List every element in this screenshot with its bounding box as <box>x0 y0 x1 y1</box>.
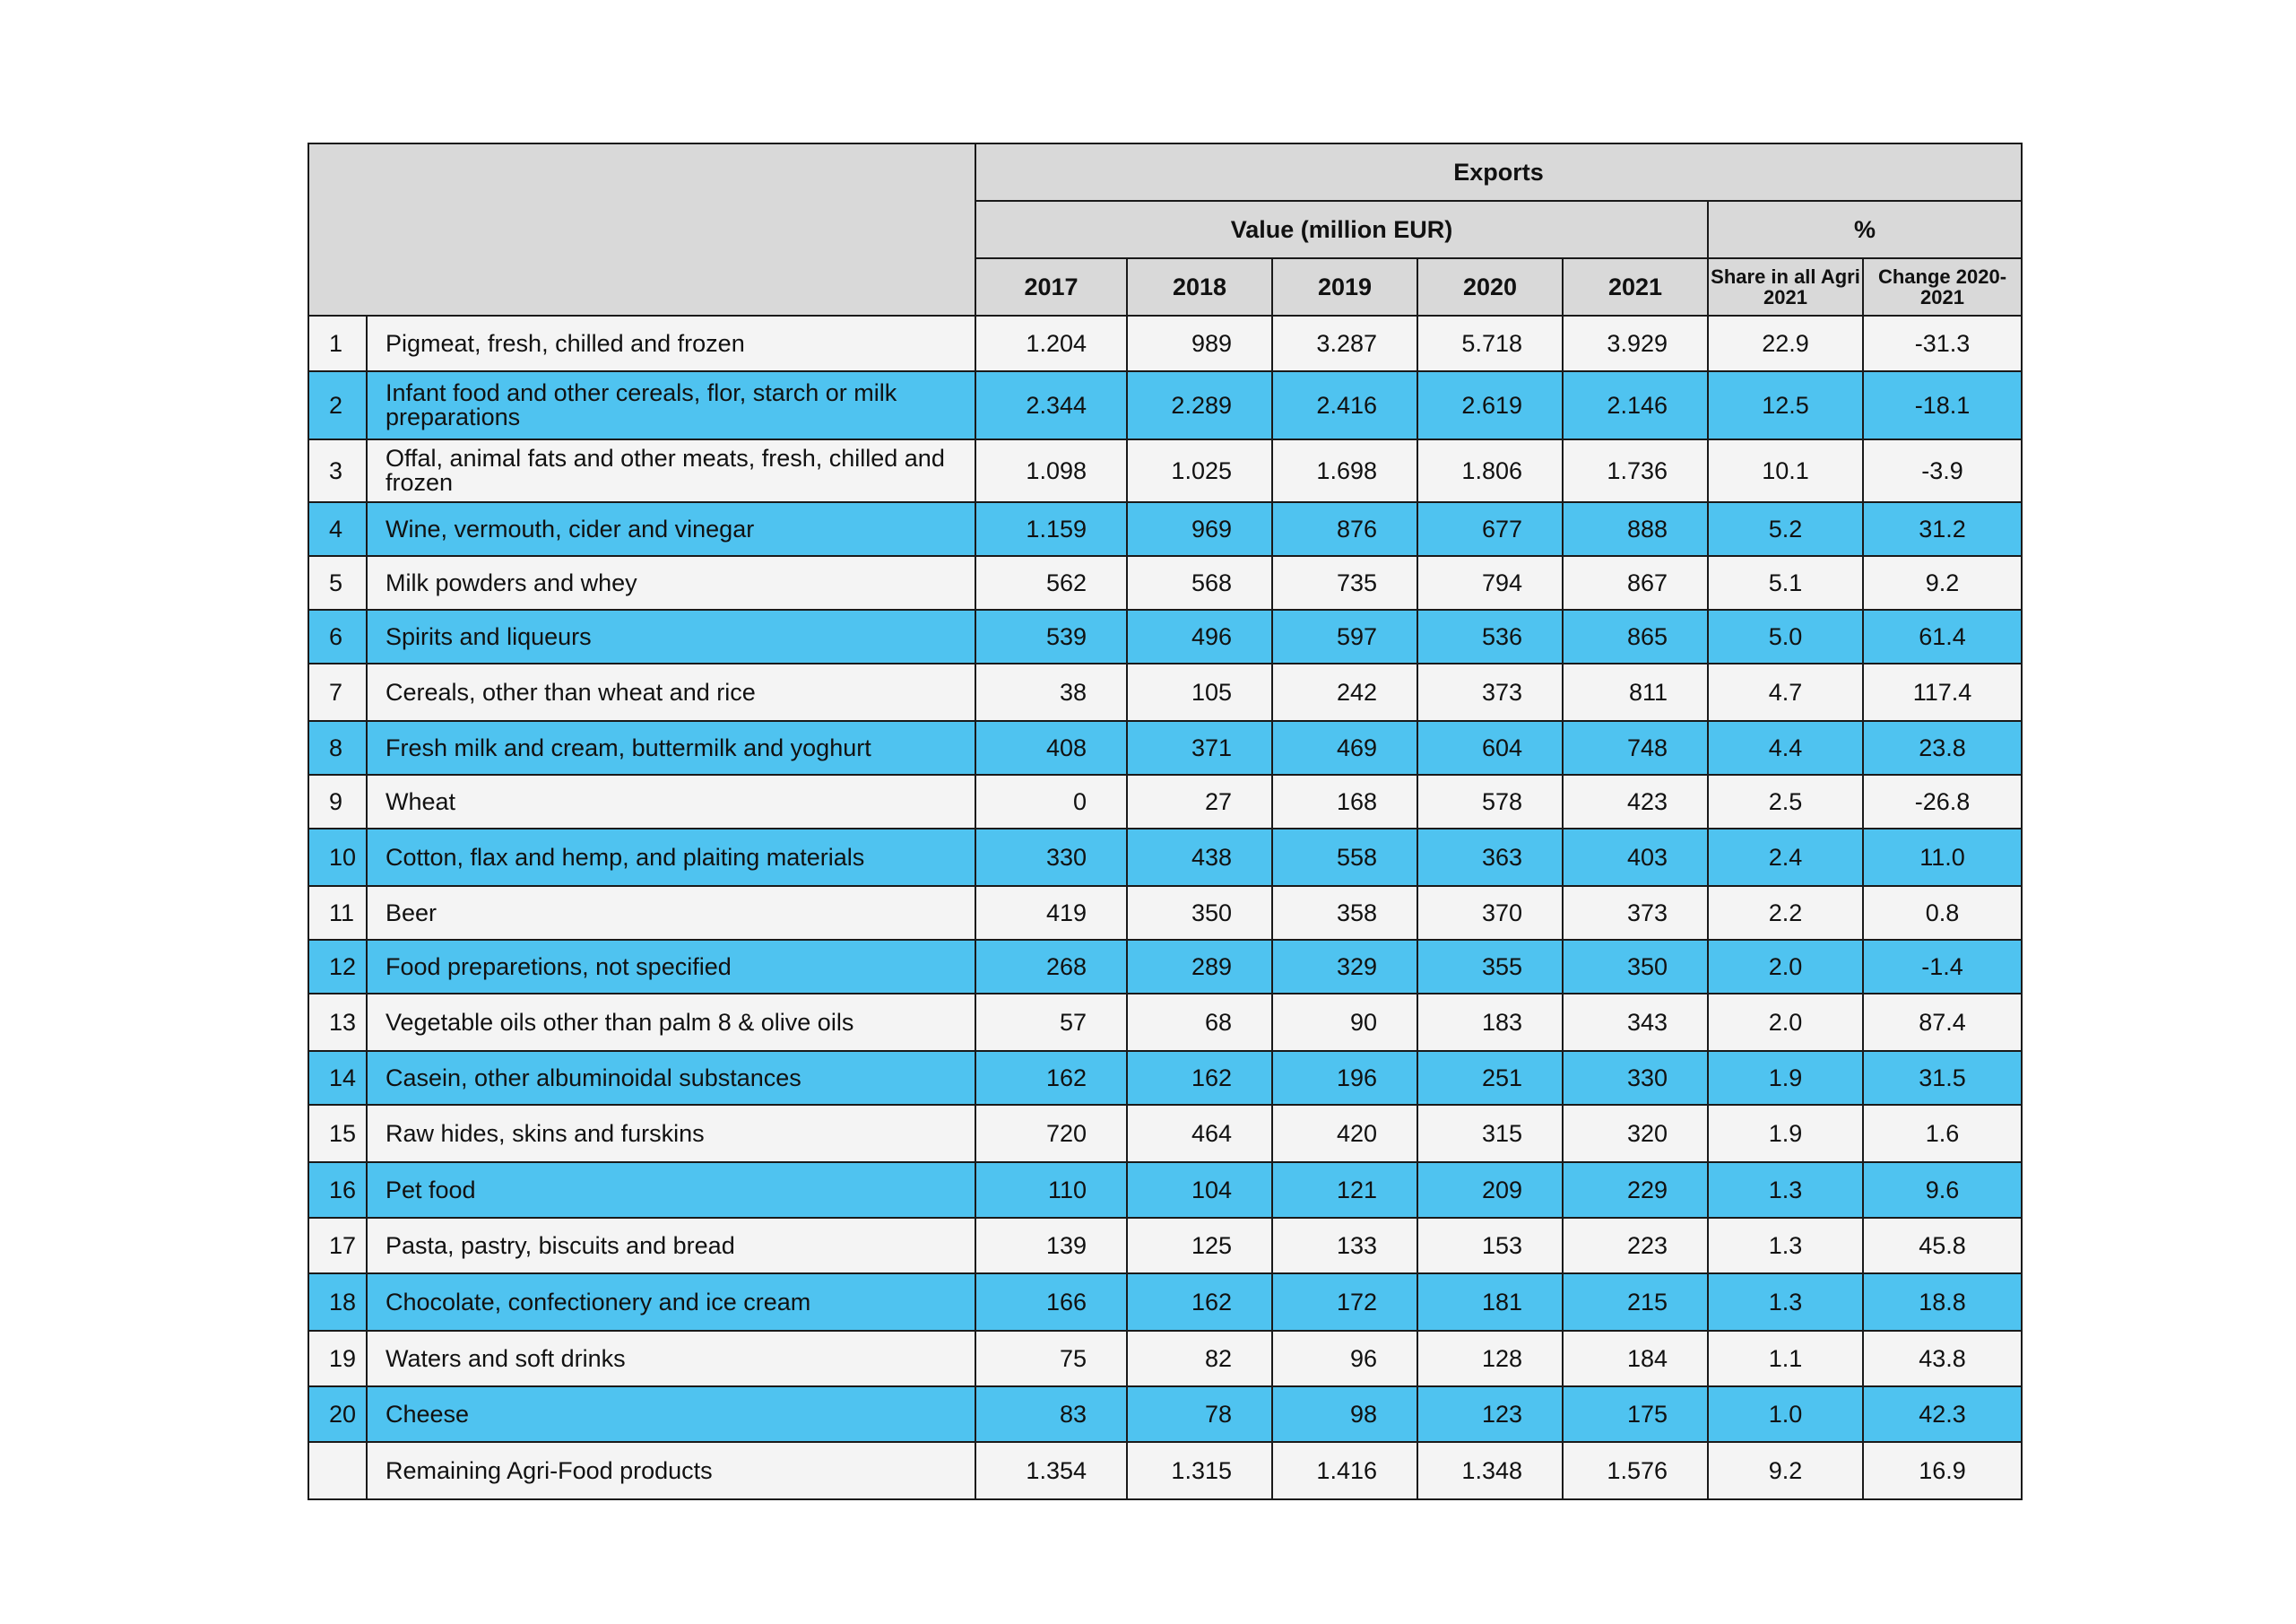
value-2017: 110 <box>975 1162 1127 1218</box>
value-2018: 1.315 <box>1127 1442 1272 1499</box>
table-row <box>308 829 2022 886</box>
value-2019: 558 <box>1272 829 1417 886</box>
change-value: -31.3 <box>1863 316 2022 371</box>
value-2019: 90 <box>1272 994 1417 1051</box>
share-value: 1.9 <box>1708 1051 1863 1105</box>
value-2020: 315 <box>1417 1105 1563 1162</box>
share-value: 9.2 <box>1708 1442 1863 1499</box>
value-2019: 597 <box>1272 610 1417 664</box>
share-value: 1.3 <box>1708 1273 1863 1331</box>
value-2019: 196 <box>1272 1051 1417 1105</box>
row-rank: 17 <box>308 1218 367 1273</box>
value-2021: 3.929 <box>1563 316 1708 371</box>
change-value: 45.8 <box>1863 1218 2022 1273</box>
value-2021: 748 <box>1563 721 1708 775</box>
row-product: Casein, other albuminoidal substances <box>367 1051 975 1105</box>
row-rank: 9 <box>308 775 367 829</box>
row-rank: 10 <box>308 829 367 886</box>
value-2017: 419 <box>975 886 1127 940</box>
percent-header: % <box>1708 201 2022 258</box>
year-header-2021: 2021 <box>1563 258 1708 316</box>
change-header: Change 2020-2021 <box>1863 258 2022 316</box>
change-value: -26.8 <box>1863 775 2022 829</box>
value-2020: 128 <box>1417 1331 1563 1386</box>
share-value: 5.1 <box>1708 556 1863 610</box>
value-2017: 1.354 <box>975 1442 1127 1499</box>
row-product: Pasta, pastry, biscuits and bread <box>367 1218 975 1273</box>
value-2019: 3.287 <box>1272 316 1417 371</box>
value-2020: 1.348 <box>1417 1442 1563 1499</box>
value-2020: 363 <box>1417 829 1563 886</box>
table-row <box>308 371 2022 439</box>
value-2021: 373 <box>1563 886 1708 940</box>
value-2018: 496 <box>1127 610 1272 664</box>
row-rank: 4 <box>308 502 367 556</box>
row-rank <box>308 1442 367 1499</box>
share-value: 22.9 <box>1708 316 1863 371</box>
value-2019: 1.698 <box>1272 439 1417 502</box>
change-value: 31.2 <box>1863 502 2022 556</box>
value-2018: 82 <box>1127 1331 1272 1386</box>
table-row <box>308 556 2022 610</box>
change-value: 61.4 <box>1863 610 2022 664</box>
change-value: 9.6 <box>1863 1162 2022 1218</box>
value-2019: 133 <box>1272 1218 1417 1273</box>
table-row <box>308 664 2022 721</box>
share-value: 10.1 <box>1708 439 1863 502</box>
value-2017: 268 <box>975 940 1127 994</box>
share-value: 2.0 <box>1708 994 1863 1051</box>
value-2018: 2.289 <box>1127 371 1272 439</box>
share-value: 1.1 <box>1708 1331 1863 1386</box>
row-product: Fresh milk and cream, buttermilk and yoghurt <box>367 721 975 775</box>
value-2021: 811 <box>1563 664 1708 721</box>
value-2018: 78 <box>1127 1386 1272 1442</box>
value-2020: 1.806 <box>1417 439 1563 502</box>
value-2019: 242 <box>1272 664 1417 721</box>
value-2018: 125 <box>1127 1218 1272 1273</box>
row-product: Beer <box>367 886 975 940</box>
header-blank-cell <box>308 143 975 316</box>
value-2018: 371 <box>1127 721 1272 775</box>
share-header: Share in all Agri 2021 <box>1708 258 1863 316</box>
value-2021: 2.146 <box>1563 371 1708 439</box>
value-2018: 104 <box>1127 1162 1272 1218</box>
value-2018: 464 <box>1127 1105 1272 1162</box>
row-rank: 1 <box>308 316 367 371</box>
row-product: Chocolate, confectionery and ice cream <box>367 1273 975 1331</box>
table-row <box>308 1218 2022 1273</box>
value-2020: 123 <box>1417 1386 1563 1442</box>
value-2020: 373 <box>1417 664 1563 721</box>
value-2020: 5.718 <box>1417 316 1563 371</box>
value-2019: 329 <box>1272 940 1417 994</box>
value-2017: 166 <box>975 1273 1127 1331</box>
share-value: 2.2 <box>1708 886 1863 940</box>
value-2021: 175 <box>1563 1386 1708 1442</box>
table-row <box>308 940 2022 994</box>
change-value: 23.8 <box>1863 721 2022 775</box>
row-rank: 3 <box>308 439 367 502</box>
table-body <box>308 316 2022 1499</box>
row-product: Raw hides, skins and furskins <box>367 1105 975 1162</box>
value-2017: 720 <box>975 1105 1127 1162</box>
value-2021: 403 <box>1563 829 1708 886</box>
row-rank: 12 <box>308 940 367 994</box>
value-2018: 989 <box>1127 316 1272 371</box>
value-2018: 350 <box>1127 886 1272 940</box>
row-product: Spirits and liqueurs <box>367 610 975 664</box>
value-2017: 57 <box>975 994 1127 1051</box>
row-rank: 6 <box>308 610 367 664</box>
table-row <box>308 1273 2022 1331</box>
share-value: 1.9 <box>1708 1105 1863 1162</box>
change-value: 18.8 <box>1863 1273 2022 1331</box>
table-row <box>308 721 2022 775</box>
value-2020: 578 <box>1417 775 1563 829</box>
share-value: 1.3 <box>1708 1162 1863 1218</box>
row-product: Waters and soft drinks <box>367 1331 975 1386</box>
value-2020: 355 <box>1417 940 1563 994</box>
table-row <box>308 994 2022 1051</box>
value-2021: 330 <box>1563 1051 1708 1105</box>
row-product: Milk powders and whey <box>367 556 975 610</box>
table-row <box>308 316 2022 371</box>
value-2019: 876 <box>1272 502 1417 556</box>
value-2018: 162 <box>1127 1051 1272 1105</box>
value-2019: 1.416 <box>1272 1442 1417 1499</box>
row-product: Pet food <box>367 1162 975 1218</box>
row-product: Pigmeat, fresh, chilled and frozen <box>367 316 975 371</box>
row-rank: 13 <box>308 994 367 1051</box>
year-header-2018: 2018 <box>1127 258 1272 316</box>
exports-header: Exports <box>975 143 2022 201</box>
value-2017: 562 <box>975 556 1127 610</box>
value-2018: 438 <box>1127 829 1272 886</box>
change-value: 1.6 <box>1863 1105 2022 1162</box>
value-2021: 343 <box>1563 994 1708 1051</box>
value-2020: 183 <box>1417 994 1563 1051</box>
value-2020: 794 <box>1417 556 1563 610</box>
value-2021: 229 <box>1563 1162 1708 1218</box>
value-2021: 215 <box>1563 1273 1708 1331</box>
table-row <box>308 1051 2022 1105</box>
change-value: 87.4 <box>1863 994 2022 1051</box>
row-product: Remaining Agri-Food products <box>367 1442 975 1499</box>
row-rank: 19 <box>308 1331 367 1386</box>
value-2018: 289 <box>1127 940 1272 994</box>
change-value: 0.8 <box>1863 886 2022 940</box>
year-header-2017: 2017 <box>975 258 1127 316</box>
table-row <box>308 1442 2022 1499</box>
row-rank: 20 <box>308 1386 367 1442</box>
value-2018: 105 <box>1127 664 1272 721</box>
value-2021: 888 <box>1563 502 1708 556</box>
value-2018: 568 <box>1127 556 1272 610</box>
value-2017: 539 <box>975 610 1127 664</box>
value-2017: 38 <box>975 664 1127 721</box>
value-2017: 2.344 <box>975 371 1127 439</box>
value-2018: 27 <box>1127 775 1272 829</box>
value-2019: 96 <box>1272 1331 1417 1386</box>
value-2017: 0 <box>975 775 1127 829</box>
share-value: 2.4 <box>1708 829 1863 886</box>
value-2019: 168 <box>1272 775 1417 829</box>
row-rank: 8 <box>308 721 367 775</box>
value-2020: 370 <box>1417 886 1563 940</box>
share-value: 2.5 <box>1708 775 1863 829</box>
row-product: Cotton, flax and hemp, and plaiting materials <box>367 829 975 886</box>
row-product: Vegetable oils other than palm 8 & olive oils <box>367 994 975 1051</box>
share-value: 12.5 <box>1708 371 1863 439</box>
value-2019: 358 <box>1272 886 1417 940</box>
value-2021: 223 <box>1563 1218 1708 1273</box>
share-value: 2.0 <box>1708 940 1863 994</box>
table-row <box>308 1162 2022 1218</box>
value-2021: 1.576 <box>1563 1442 1708 1499</box>
share-value: 5.2 <box>1708 502 1863 556</box>
row-product: Cereals, other than wheat and rice <box>367 664 975 721</box>
row-rank: 5 <box>308 556 367 610</box>
value-2020: 251 <box>1417 1051 1563 1105</box>
value-2017: 1.159 <box>975 502 1127 556</box>
value-2021: 423 <box>1563 775 1708 829</box>
share-value: 1.3 <box>1708 1218 1863 1273</box>
year-header-2020: 2020 <box>1417 258 1563 316</box>
value-2017: 408 <box>975 721 1127 775</box>
row-rank: 18 <box>308 1273 367 1331</box>
row-product: Offal, animal fats and other meats, fresh, chilled and frozen <box>367 439 975 502</box>
value-2017: 139 <box>975 1218 1127 1273</box>
table-row <box>308 886 2022 940</box>
table-row <box>308 610 2022 664</box>
table-row <box>308 439 2022 502</box>
change-value: -3.9 <box>1863 439 2022 502</box>
change-value: 16.9 <box>1863 1442 2022 1499</box>
table-row <box>308 1386 2022 1442</box>
table-row <box>308 1331 2022 1386</box>
row-rank: 16 <box>308 1162 367 1218</box>
value-2017: 1.098 <box>975 439 1127 502</box>
value-2019: 2.416 <box>1272 371 1417 439</box>
table-row <box>308 1105 2022 1162</box>
row-rank: 2 <box>308 371 367 439</box>
value-2021: 350 <box>1563 940 1708 994</box>
value-2018: 1.025 <box>1127 439 1272 502</box>
year-header-2019: 2019 <box>1272 258 1417 316</box>
share-value: 4.4 <box>1708 721 1863 775</box>
value-2021: 320 <box>1563 1105 1708 1162</box>
value-2019: 172 <box>1272 1273 1417 1331</box>
change-value: 9.2 <box>1863 556 2022 610</box>
value-2021: 1.736 <box>1563 439 1708 502</box>
value-2017: 83 <box>975 1386 1127 1442</box>
row-product: Food preparetions, not specified <box>367 940 975 994</box>
change-value: 31.5 <box>1863 1051 2022 1105</box>
value-2018: 162 <box>1127 1273 1272 1331</box>
share-value: 1.0 <box>1708 1386 1863 1442</box>
change-value: 42.3 <box>1863 1386 2022 1442</box>
change-value: -18.1 <box>1863 371 2022 439</box>
value-2021: 867 <box>1563 556 1708 610</box>
value-2020: 604 <box>1417 721 1563 775</box>
row-rank: 14 <box>308 1051 367 1105</box>
value-2017: 162 <box>975 1051 1127 1105</box>
value-2019: 735 <box>1272 556 1417 610</box>
change-value: 11.0 <box>1863 829 2022 886</box>
table-row <box>308 502 2022 556</box>
row-product: Wheat <box>367 775 975 829</box>
value-2019: 98 <box>1272 1386 1417 1442</box>
value-2018: 68 <box>1127 994 1272 1051</box>
change-value: 43.8 <box>1863 1331 2022 1386</box>
value-2021: 184 <box>1563 1331 1708 1386</box>
value-2019: 420 <box>1272 1105 1417 1162</box>
value-2019: 469 <box>1272 721 1417 775</box>
exports-table <box>308 143 2023 1500</box>
row-rank: 11 <box>308 886 367 940</box>
change-value: 117.4 <box>1863 664 2022 721</box>
value-2018: 969 <box>1127 502 1272 556</box>
value-2020: 209 <box>1417 1162 1563 1218</box>
value-2020: 181 <box>1417 1273 1563 1331</box>
value-2017: 330 <box>975 829 1127 886</box>
row-rank: 7 <box>308 664 367 721</box>
value-2020: 536 <box>1417 610 1563 664</box>
value-2020: 677 <box>1417 502 1563 556</box>
value-header: Value (million EUR) <box>975 201 1708 258</box>
share-value: 4.7 <box>1708 664 1863 721</box>
value-2020: 153 <box>1417 1218 1563 1273</box>
value-2017: 1.204 <box>975 316 1127 371</box>
share-value: 5.0 <box>1708 610 1863 664</box>
change-value: -1.4 <box>1863 940 2022 994</box>
value-2020: 2.619 <box>1417 371 1563 439</box>
row-rank: 15 <box>308 1105 367 1162</box>
row-product: Cheese <box>367 1386 975 1442</box>
row-product: Wine, vermouth, cider and vinegar <box>367 502 975 556</box>
value-2019: 121 <box>1272 1162 1417 1218</box>
value-2017: 75 <box>975 1331 1127 1386</box>
table-row <box>308 775 2022 829</box>
row-product: Infant food and other cereals, flor, starch or milk preparations <box>367 371 975 439</box>
value-2021: 865 <box>1563 610 1708 664</box>
